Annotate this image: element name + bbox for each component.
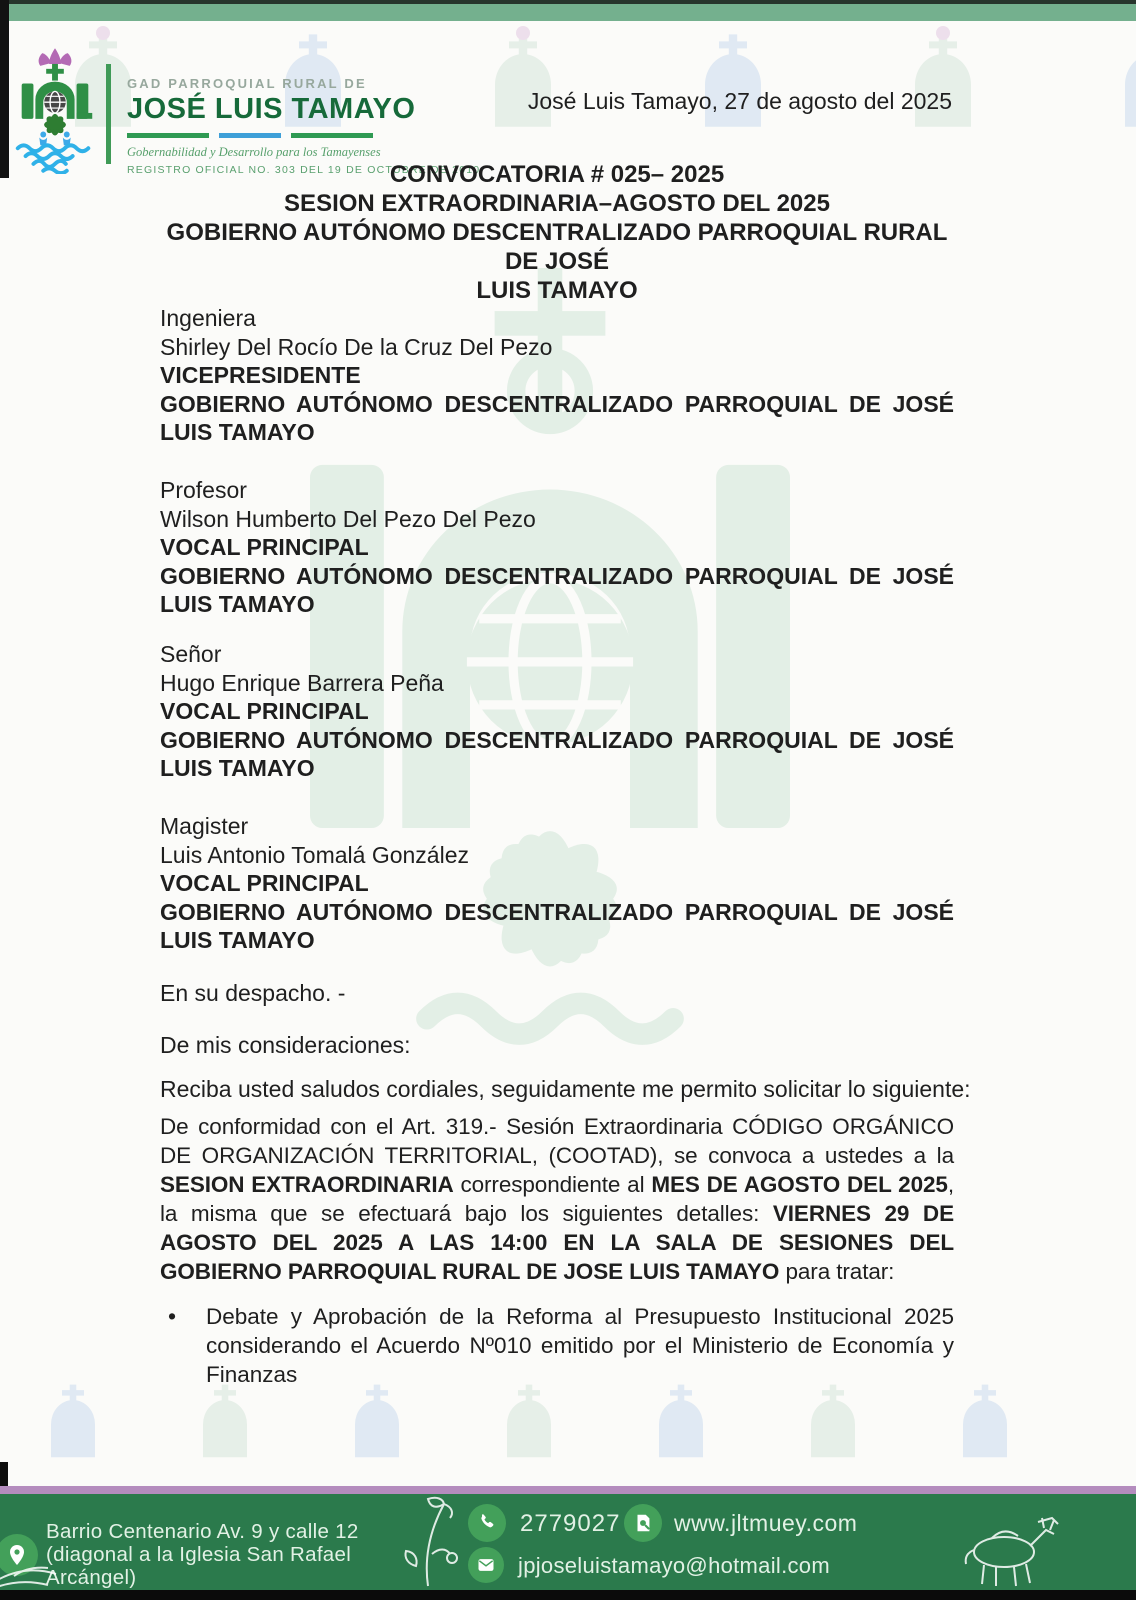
crest-watermark-icon: [480, 26, 566, 138]
recipient-org: GOBIERNO AUTÓNOMO DESCENTRALIZADO PARROQUIAL DE JOSÉ LUIS TAMAYO: [160, 726, 954, 781]
recipient-name: Hugo Enrique Barrera Peña: [160, 669, 444, 696]
crest-watermark-icon: [952, 1376, 1018, 1468]
email-icon: [468, 1547, 504, 1583]
recipient-block: [160, 640, 954, 783]
recipient-org: GOBIERNO AUTÓNOMO DESCENTRALIZADO PARROQUIAL DE JOSÉ LUIS TAMAYO: [160, 898, 954, 953]
org-name: JOSÉ LUIS TAMAYO: [127, 93, 416, 125]
crest-watermark-icon: [690, 26, 776, 138]
recipient-role: VOCAL PRINCIPAL: [160, 698, 369, 724]
letterhead-divider: [106, 64, 111, 164]
recipient-name: Luis Antonio Tomalá González: [160, 841, 469, 868]
footer-bar: [0, 1494, 1136, 1590]
underline-green: [127, 133, 209, 138]
title-line: SESION EXTRAORDINARIA–AGOSTO DEL 2025: [284, 190, 830, 217]
recipient-salutation: Ingeniera: [160, 305, 256, 331]
gad-crest-logo: [6, 46, 104, 174]
recipient-role: VOCAL PRINCIPAL: [160, 534, 369, 560]
paragraph-segment: para tratar:: [779, 1259, 895, 1284]
paragraph-segment: , la misma que se efectuará bajo los siguientes detalles:: [160, 1172, 954, 1226]
wordmark-underline: [127, 133, 480, 138]
paragraph-segment: De conformidad con el Art. 319.- Sesión Extraordinaria CÓDIGO ORGÁNICO DE ORGANIZACIÓN TERRITORIAL, (COOTAD), se convoca a ustedes a la: [160, 1114, 954, 1168]
date-line: José Luis Tamayo, 27 de agosto del 2025: [527, 88, 952, 114]
title-line: GOBIERNO AUTÓNOMO DESCENTRALIZADO PARROQUIAL RURAL DE JOSÉ: [166, 219, 948, 275]
recipient-salutation: Señor: [160, 641, 222, 667]
web-search-icon: [624, 1504, 662, 1542]
recipient-block: [160, 304, 954, 447]
recipient-role: VICEPRESIDENTE: [160, 362, 361, 388]
recipient-org: GOBIERNO AUTÓNOMO DESCENTRALIZADO PARROQUIAL DE JOSÉ LUIS TAMAYO: [160, 390, 954, 445]
flower-line-art: [386, 1496, 466, 1588]
title-line: LUIS TAMAYO: [476, 277, 638, 304]
footer-website: www.jltmuey.com: [674, 1510, 858, 1536]
title-line: CONVOCATORIA # 025– 2025: [389, 161, 725, 188]
crest-watermark-icon: [800, 1376, 866, 1468]
leaf-line-art: [0, 1554, 114, 1590]
crest-watermark-icon: [344, 1376, 410, 1468]
document-title: [160, 160, 954, 305]
underline-blue: [219, 133, 281, 138]
crest-watermark-icon: [1110, 26, 1136, 138]
recipient-org: GOBIERNO AUTÓNOMO DESCENTRALIZADO PARROQUIAL DE JOSÉ LUIS TAMAYO: [160, 562, 954, 617]
paragraph-segment-bold: MES DE AGOSTO DEL 2025: [651, 1172, 948, 1197]
donkey-line-art: [946, 1504, 1076, 1588]
paragraph-segment-bold: SESION EXTRAORDINARIA: [160, 1172, 454, 1197]
agenda-item-text: Debate y Aprobación de la Reforma al Presupuesto Institucional 2025 considerando el Acuerdo Nº010 emitido por el Ministerio de Economía y Finanzas: [206, 1304, 954, 1387]
org-type-label: GAD PARROQUIAL RURAL DE: [127, 76, 367, 91]
header-green-bar: [0, 4, 1136, 21]
crest-watermark-icon: [40, 1376, 106, 1468]
saludos-line: Reciba usted saludos cordiales, seguidamente me permito solicitar lo siguiente:: [160, 1076, 971, 1102]
crest-watermark-icon: [192, 1376, 258, 1468]
main-paragraph: [160, 1112, 954, 1286]
bullet-icon: •: [168, 1303, 177, 1329]
agenda-item: [168, 1302, 954, 1389]
recipient-block: [160, 476, 954, 619]
footer-address: Barrio Centenario Av. 9 y calle 12 (diagonal a la Iglesia San Rafael Arcángel): [46, 1520, 359, 1589]
crest-watermark-icon: [900, 26, 986, 138]
crest-watermark-icon: [496, 1376, 562, 1468]
footer-accent-line: [0, 1486, 1136, 1494]
watermark-pattern-bottom: [40, 1376, 1018, 1468]
crest-watermark-icon: [648, 1376, 714, 1468]
despacho-line: En su despacho. -: [160, 980, 346, 1006]
recipient-name: Shirley Del Rocío De la Cruz Del Pezo: [160, 333, 553, 360]
paragraph-segment-bold: VIERNES 29 DE AGOSTO DEL 2025 A LAS 14:00 EN LA SALA DE SESIONES DEL GOBIERNO PARROQUIAL RURAL DE JOSE LUIS TAMAYO: [160, 1201, 954, 1284]
recipient-salutation: Profesor: [160, 477, 247, 503]
recipient-block: [160, 812, 954, 955]
registro-oficial: REGISTRO OFICIAL NO. 303 DEL 19 DE OCTUBRE DE 2010: [127, 164, 481, 176]
phone-icon: [468, 1504, 506, 1542]
recipient-role: VOCAL PRINCIPAL: [160, 870, 369, 896]
recipient-salutation: Magister: [160, 813, 249, 839]
org-tagline: Gobernabilidad y Desarrollo para los Tamayenses: [127, 145, 381, 159]
consideraciones-line: De mis consideraciones:: [160, 1032, 411, 1058]
recipient-name: Wilson Humberto Del Pezo Del Pezo: [160, 505, 536, 532]
footer-phone: 2779027: [520, 1510, 621, 1537]
underline-green: [291, 133, 373, 138]
paragraph-segment: correspondiente al: [453, 1172, 652, 1197]
footer-email: jpjoseluistamayo@hotmail.com: [518, 1553, 830, 1578]
scan-bottom-edge: [0, 1590, 1136, 1600]
